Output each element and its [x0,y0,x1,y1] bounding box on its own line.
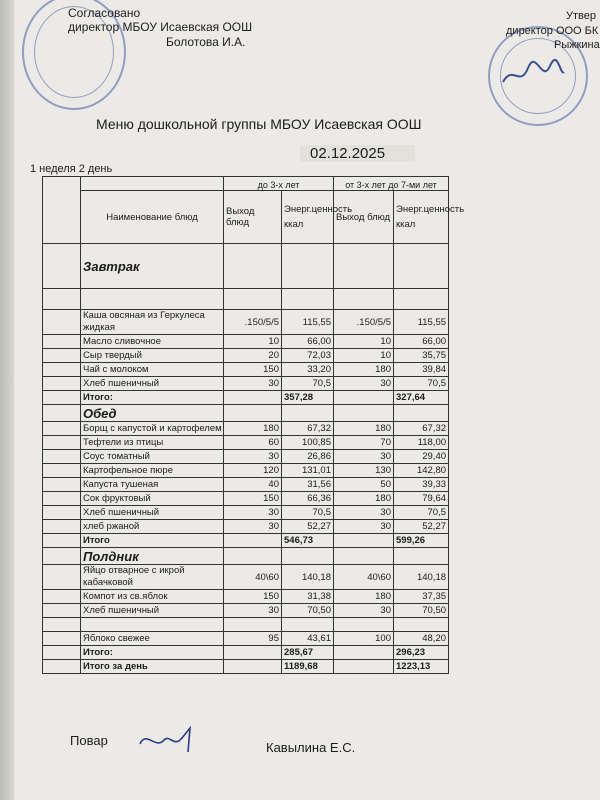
total-under-3: 357,28 [282,391,334,405]
dish-row [43,618,449,632]
approval-left-name: Болотова И.А. [166,35,246,49]
dish-name: Каша овсяная из Геркулеса жидкая [81,310,224,335]
dish-o2: 50 [334,478,394,492]
approval-left-line1: Согласовано [68,6,141,20]
dish-row [43,590,449,604]
dish-name: Хлеб пшеничный [81,604,224,618]
total-3-to-7: 296,23 [394,646,449,660]
section-total-row [43,534,449,548]
dish-o1: 180 [224,422,282,436]
dish-e2: 29,40 [394,450,449,464]
col-dish-name: Наименование блюд [81,191,224,244]
page-fold-shadow [0,0,14,800]
dish-e1: 70,50 [282,604,334,618]
dish-e2: 67,32 [394,422,449,436]
dish-e2 [394,618,449,632]
dish-o2: 70 [334,436,394,450]
dish-name: хлеб ржаной [81,520,224,534]
dish-o1: 30 [224,377,282,391]
dish-name: Компот из св.яблок [81,590,224,604]
dish-e2: 70,5 [394,377,449,391]
week-day-label: 1 неделя 2 день [30,163,113,175]
dish-name: Картофельное пюре [81,464,224,478]
total-label: Итого: [81,646,224,660]
dish-o1: 120 [224,464,282,478]
dish-e1: 70,5 [282,377,334,391]
dish-row [43,492,449,506]
dish-row [43,335,449,349]
dish-o1: 150 [224,363,282,377]
dish-e2: 115,55 [394,310,449,335]
dish-o2: 30 [334,506,394,520]
section-header-row [43,548,449,565]
dish-e2: 70,5 [394,506,449,520]
dish-row [43,565,449,590]
dish-o2: .150/5/5 [334,310,394,335]
dish-o1: 40 [224,478,282,492]
dish-row [43,349,449,363]
dish-e2: 39,33 [394,478,449,492]
dish-e2: 79,64 [394,492,449,506]
dish-row [43,363,449,377]
dish-o1: 20 [224,349,282,363]
dish-name: Хлеб пшеничный [81,377,224,391]
dish-o1: 30 [224,520,282,534]
dish-row [43,464,449,478]
section-total-row [43,391,449,405]
dish-o2: 40\60 [334,565,394,590]
dish-row [43,450,449,464]
dish-o2: 30 [334,377,394,391]
dish-name: Яйцо отварное с икрой кабачковой [81,565,224,590]
menu-title: Меню дошкольной группы МБОУ Исаевская ООШ [96,116,422,132]
total-label: Итого [81,534,224,548]
dish-e1 [282,618,334,632]
dish-row [43,520,449,534]
day-total-row [43,660,449,674]
menu-table [42,176,465,674]
dish-row [43,478,449,492]
dish-e2: 142,80 [394,464,449,478]
dish-name: Хлеб пшеничный [81,506,224,520]
dish-o1: 30 [224,604,282,618]
dish-o2: 180 [334,422,394,436]
dish-e2: 48,20 [394,632,449,646]
dish-o2: 10 [334,335,394,349]
total-label: Итого: [81,391,224,405]
total-3-to-7: 327,64 [394,391,449,405]
dish-e1: 140,18 [282,565,334,590]
col-energy-1: Энерг.ценность ккал [282,191,334,244]
dish-o1: 10 [224,335,282,349]
approval-right-line2: директор ООО БК [506,25,599,37]
total-under-3: 546,73 [282,534,334,548]
dish-e1: 66,00 [282,335,334,349]
dish-o1: 150 [224,590,282,604]
dish-o2: 180 [334,363,394,377]
dish-o2 [334,618,394,632]
dish-e1: 72,03 [282,349,334,363]
dish-o1 [224,618,282,632]
dish-o1: 150 [224,492,282,506]
dish-e2: 140,18 [394,565,449,590]
section-title: Полдник [81,548,224,565]
dish-name: Соус томатный [81,450,224,464]
col-output-1: Выход блюд [224,191,282,244]
director-signature [498,54,568,94]
dish-row [43,422,449,436]
dish-e1: 67,32 [282,422,334,436]
dish-row [43,377,449,391]
dish-o1: .150/5/5 [224,310,282,335]
dish-row [43,632,449,646]
dish-e1: 52,27 [282,520,334,534]
dish-e2: 118,00 [394,436,449,450]
dish-row [43,506,449,520]
dish-o2: 180 [334,492,394,506]
dish-e1: 33,20 [282,363,334,377]
dish-o1: 40\60 [224,565,282,590]
dish-e1: 70,5 [282,506,334,520]
approval-right-line1: Утвер [566,10,596,22]
dish-o2: 10 [334,349,394,363]
dish-e1: 26,86 [282,450,334,464]
menu-sheet [14,0,600,800]
group-3-to-7: от 3-х лет до 7-ми лет [334,177,449,191]
dish-o1: 30 [224,506,282,520]
cook-label: Повар [70,733,108,748]
group-under-3: до 3-х лет [224,177,334,191]
dish-o1: 95 [224,632,282,646]
section-title: Завтрак [81,244,224,289]
dish-name: Чай с молоком [81,363,224,377]
dish-name: Сок фруктовый [81,492,224,506]
menu-date: 02.12.2025 [300,145,415,162]
dish-e2: 39,84 [394,363,449,377]
dish-o2: 100 [334,632,394,646]
dish-o2: 30 [334,520,394,534]
cook-signature [134,722,204,756]
dish-row [43,436,449,450]
section-title: Обед [81,405,224,422]
dish-name [81,618,224,632]
dish-e1: 131,01 [282,464,334,478]
col-output-2: Выход блюд [334,191,394,244]
day-total-label: Итого за день [81,660,224,674]
dish-e2: 52,27 [394,520,449,534]
dish-e1: 31,38 [282,590,334,604]
dish-row [43,604,449,618]
dish-e2: 35,75 [394,349,449,363]
total-under-3: 285,67 [282,646,334,660]
approval-left-line2: директор МБОУ Исаевская ООШ [68,20,253,34]
dish-o1: 30 [224,450,282,464]
day-total-3-to-7: 1223,13 [394,660,449,674]
dish-name: Сыр твердый [81,349,224,363]
day-total-under-3: 1189,68 [282,660,334,674]
dish-e1: 31,56 [282,478,334,492]
total-3-to-7: 599,26 [394,534,449,548]
cook-name: Кавылина Е.С. [266,740,356,755]
dish-o1: 60 [224,436,282,450]
group-header-row [43,177,449,191]
column-header-row [43,191,449,244]
dish-e2: 70,50 [394,604,449,618]
dish-name: Борщ с капустой и картофелем [81,422,224,436]
spacer-row [43,289,449,310]
approval-right-name: Рыжкина [554,39,600,51]
dish-e1: 115,55 [282,310,334,335]
dish-o2: 30 [334,604,394,618]
dish-row [43,310,449,335]
dish-o2: 180 [334,590,394,604]
dish-name: Масло сливочное [81,335,224,349]
dish-e1: 66,36 [282,492,334,506]
dish-name: Капуста тушеная [81,478,224,492]
dish-name: Яблоко свежее [81,632,224,646]
dish-e1: 100,85 [282,436,334,450]
section-total-row [43,646,449,660]
col-energy-2: Энерг.ценность ккал [394,191,449,244]
dish-e2: 37,35 [394,590,449,604]
section-header-row [43,405,449,422]
dish-e1: 43,61 [282,632,334,646]
dish-e2: 66,00 [394,335,449,349]
dish-o2: 30 [334,450,394,464]
section-header-row [43,244,449,289]
dish-name: Тефтели из птицы [81,436,224,450]
dish-o2: 130 [334,464,394,478]
